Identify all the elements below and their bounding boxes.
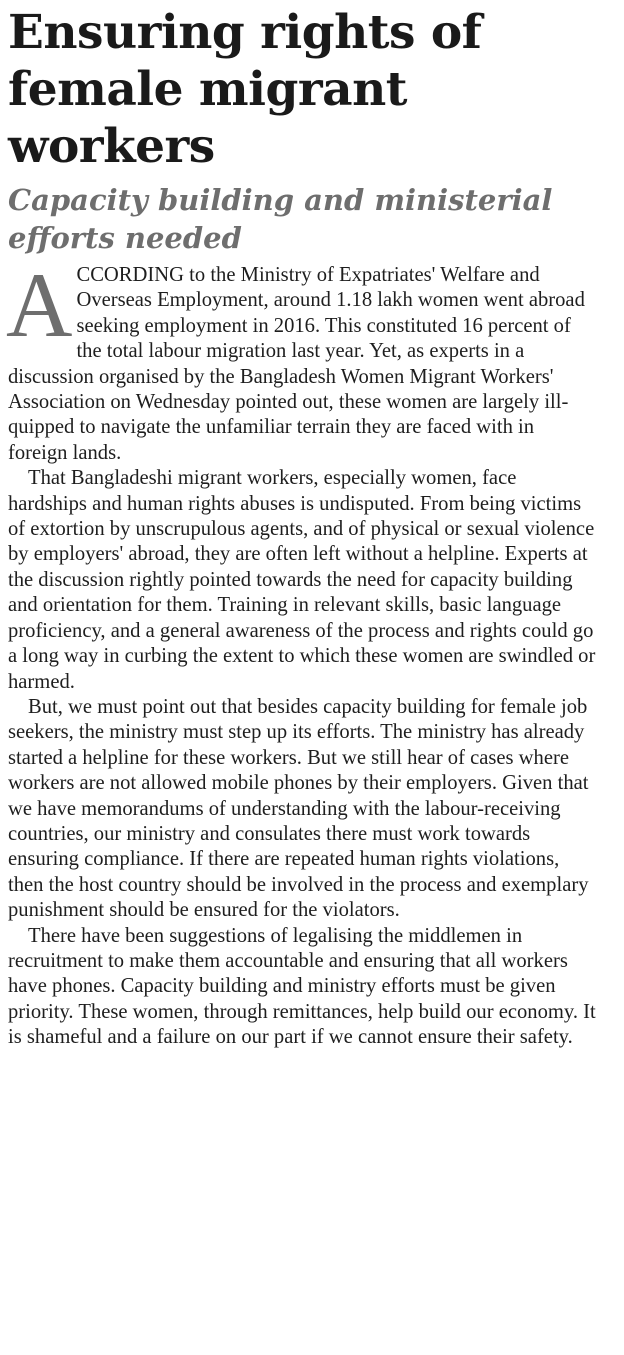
- paragraph-4: There have been suggestions of legalising the middlemen in recruitment to make them accountable and ensuring that all workers have phones. Capacity building and ministry efforts must be given priority. These women, through remittances, help build our economy. It is shameful and a failure on our part if we cannot ensure their safety.: [8, 924, 596, 1049]
- paragraph-1: [6, 254, 598, 466]
- headline: Ensuring rights of female migrant workers: [8, 5, 482, 174]
- drop-cap: A: [6, 254, 73, 356]
- article-body: [6, 254, 598, 1051]
- paragraph-2: That Bangladeshi migrant workers, especially women, face hardships and human rights abuses is undisputed. From being victims of extortion by unscrupulous agents, and of physical or sexual violence by employers' abroad, they are often left without a helpline. Experts at the discussion rightly pointed towards the need for capacity building and orientation for them. Training in relevant skills, basic language proficiency, and a general awareness of the process and rights could go a long way in curbing the extent to which these women are swindled or harmed.: [8, 467, 596, 693]
- subheadline: Capacity building and ministerial efforts needed: [8, 183, 553, 255]
- editorial-article: [8, 0, 598, 1051]
- paragraph-3: But, we must point out that besides capacity building for female job seekers, the ministry must step up its efforts. The ministry has already started a helpline for these workers. But we still hear of cases where workers are not allowed mobile phones by their employers. Given that we have memorandums of understanding with the labour-receiving countries, our ministry and consulates there must work towards ensuring compliance. If there are repeated human rights violations, then the host country should be involved in the process and exemplary punishment should be ensured for the violators.: [8, 695, 589, 922]
- paragraph-1-text: CCORDING to the Ministry of Expatriates' Welfare and Overseas Employment, around 1.18 lakh women went abroad seeking employment in 2016. This constituted 16 percent of the total labour migration last year. Yet, as experts in a discussion organised by the Bangladesh Women Migrant Workers' Association on Wednesday pointed out, these women are largely ill-quipped to navigate the unfamiliar terrain they are faced with in foreign lands.: [8, 264, 585, 464]
